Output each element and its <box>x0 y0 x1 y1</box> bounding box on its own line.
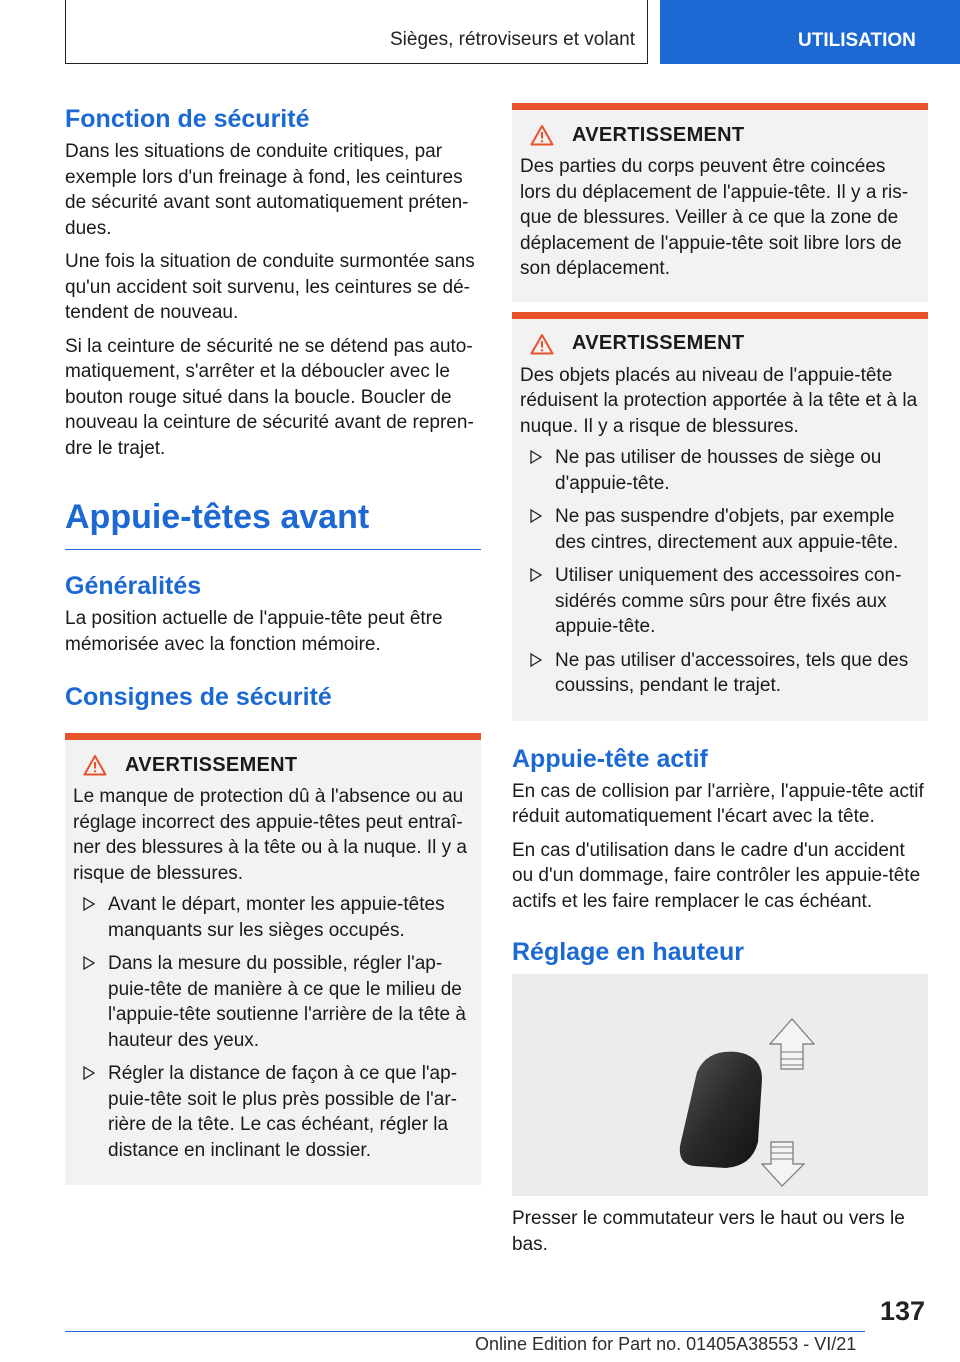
header-chapter-title: UTILISATION <box>798 30 916 51</box>
safety-function-title: Fonction de sécurité <box>65 105 310 133</box>
list-item <box>520 445 920 496</box>
list-item-text: Avant le départ, monter les appuie-têtes manquants sur les sièges occupés. <box>108 894 445 941</box>
list-item <box>520 648 920 699</box>
warning-header <box>520 118 920 152</box>
bullet-triangle-icon <box>530 568 542 582</box>
list-item-text: Régler la distance de façon à ce que l'appuie-tête soit le plus près possible de l'arrière de la tête. Le cas échéant, régler la distance en inclinant le dossier. <box>108 1063 458 1161</box>
headrests-title: Appuie-têtes avant <box>65 495 481 550</box>
left-column <box>65 103 481 1185</box>
photo-caption: Presser le commutateur vers le haut ou vers le bas. <box>512 1208 905 1255</box>
paragraph: Dans les situations de conduite critiques, par exemple lors d'un freinage à fond, les ceintures de sécurité avant sont automatiquement prétendues. <box>65 141 469 239</box>
general-title: Généralités <box>65 572 202 600</box>
bullet-triangle-icon <box>530 509 542 523</box>
warning-text: Le manque de protection dû à l'absence ou au réglage incorrect des appuie-têtes peut entraîner des blessures à la tête ou à la nuque. Il y a risque de blessures. <box>73 786 467 884</box>
bullet-triangle-icon <box>530 653 542 667</box>
warning-triangle-icon <box>83 754 107 776</box>
active-headrest-title: Appuie-tête actif <box>512 744 708 773</box>
warning-triangle-icon <box>530 124 554 146</box>
bullet-triangle-icon <box>83 956 95 970</box>
paragraph: Si la ceinture de sécurité ne se détend pas automatiquement, s'arrêter et la déboucler avec le bouton rouge situé dans la boucle. Boucler de nouveau la ceinture de sécurité avant de reprendre le trajet. <box>65 335 474 459</box>
warning-bullets <box>73 892 473 1163</box>
safety-notes-title: Consignes de sécurité <box>65 683 332 711</box>
bullet-triangle-icon <box>83 1066 95 1080</box>
general-text: La position actuelle de l'appuie-tête peut être mémorisée avec la fonction mémoire. <box>65 608 443 655</box>
warning-text: Des objets placés au niveau de l'appuie-tête réduisent la protection apportée à la tête et à la nuque. Il y a risque de blessures. <box>520 364 918 437</box>
list-item-text: Dans la mesure du possible, régler l'appuie-tête de manière à ce que le milieu de l'appuie-tête soutienne l'arrière de la tête à hauteur des yeux. <box>108 953 466 1051</box>
paragraph: En cas d'utilisation dans le cadre d'un accident ou d'un dommage, faire contrôler les appuie-tête actifs et les faire remplacer le cas échéant. <box>512 839 921 912</box>
warning-label: AVERTISSEMENT <box>572 332 745 354</box>
header-chapter-tab <box>660 0 960 64</box>
list-item <box>520 563 920 640</box>
paragraph: En cas de collision par l'arrière, l'appuie-tête actif réduit automatiquement l'écart avec la tête. <box>512 780 924 827</box>
warning-box <box>65 733 481 1185</box>
warning-text: Des parties du corps peuvent être coincées lors du déplacement de l'appuie-tête. Il y a risque de blessures. Veiller à ce que la zone de déplacement de l'appuie-tête soit libre lors de son déplacement. <box>520 156 909 279</box>
warning-box <box>512 312 928 721</box>
headrest-switch-photo <box>512 974 928 1196</box>
header-section-tab <box>65 0 648 64</box>
warning-triangle-icon <box>530 333 554 355</box>
footer-divider <box>65 1331 865 1332</box>
warning-box <box>512 103 928 302</box>
list-item-text: Ne pas utiliser de housses de siège ou d'appuie-tête. <box>555 447 882 494</box>
warning-header <box>73 748 473 782</box>
list-item-text: Ne pas utiliser d'accessoires, tels que des coussins, pendant le trajet. <box>555 649 909 696</box>
list-item <box>73 892 473 943</box>
page-number: 137 <box>880 1296 926 1326</box>
warning-label: AVERTISSEMENT <box>572 123 745 146</box>
bullet-triangle-icon <box>83 897 95 911</box>
right-column <box>512 103 928 1265</box>
list-item <box>520 504 920 555</box>
headrest-switch-illustration <box>512 974 928 1196</box>
paragraph: Une fois la situation de conduite surmontée sans qu'un accident soit survenu, les ceintures se détendent de nouveau. <box>65 251 475 323</box>
list-item <box>73 951 473 1053</box>
edition-note: Online Edition for Part no. 01405A38553 - VI/21 <box>475 1334 857 1354</box>
list-item <box>73 1061 473 1163</box>
warning-header <box>520 327 920 361</box>
height-adjust-title: Réglage en hauteur <box>512 938 744 966</box>
warning-bullets <box>520 445 920 699</box>
header-section-title: Sièges, rétroviseurs et volant <box>389 29 635 50</box>
bullet-triangle-icon <box>530 450 542 464</box>
warning-label: AVERTISSEMENT <box>125 753 298 776</box>
list-item-text: Utiliser uniquement des accessoires considérés comme sûrs pour être fixés aux appuie-tête. <box>555 565 902 637</box>
list-item-text: Ne pas suspendre d'objets, par exemple des cintres, directement aux appuie-tête. <box>555 506 899 553</box>
